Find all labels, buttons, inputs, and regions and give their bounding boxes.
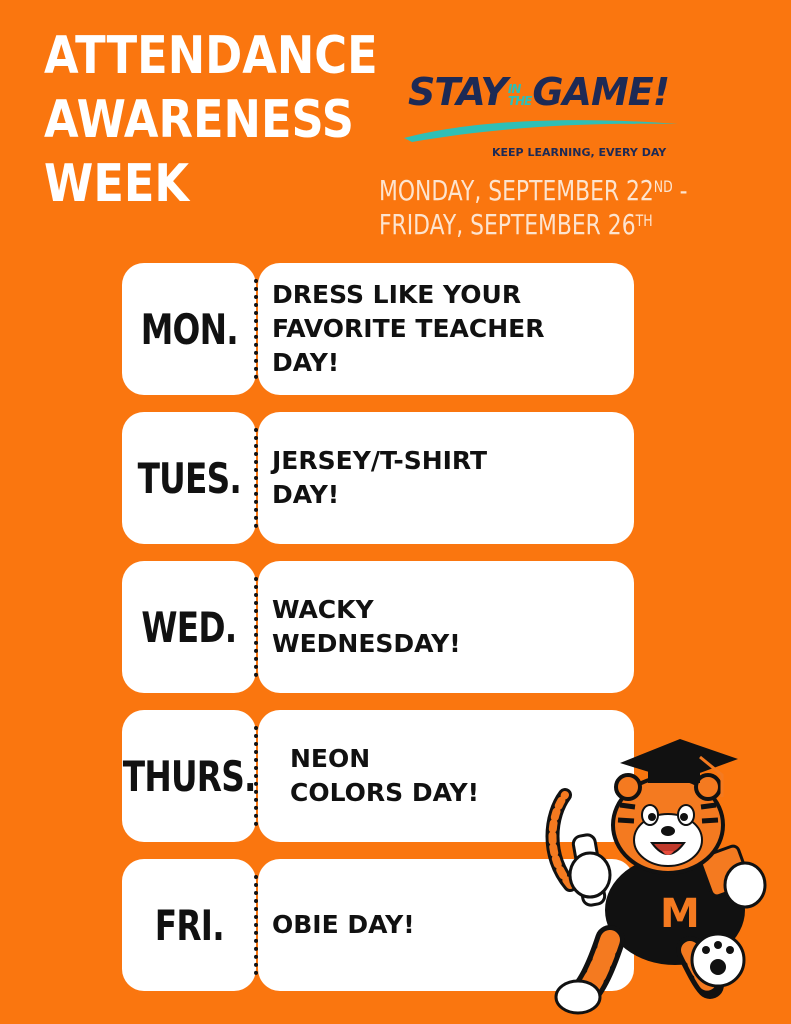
- activity-box: [258, 263, 634, 395]
- date-start-text: MONDAY, SEPTEMBER 22: [379, 174, 654, 207]
- dotted-divider: [254, 875, 264, 975]
- day-box: [122, 859, 256, 991]
- schedule-row-tuesday: [122, 412, 634, 544]
- title-line-1: ATTENDANCE: [44, 26, 378, 86]
- date-end: [379, 208, 688, 242]
- schedule-row-wednesday: [122, 561, 634, 693]
- day-label: WED.: [141, 602, 237, 652]
- logo-word-game: GAME!: [532, 70, 670, 114]
- activity-text: JERSEY/T-SHIRT DAY!: [272, 446, 488, 509]
- logo-wordmark: [408, 70, 669, 114]
- activity-text: NEON COLORS DAY!: [290, 744, 480, 807]
- dotted-divider: [254, 577, 264, 677]
- schedule-row-monday: [122, 263, 634, 395]
- activity-text: DRESS LIKE YOUR FAVORITE TEACHER DAY!: [272, 280, 545, 377]
- logo-swoosh-icon: [402, 114, 682, 144]
- activity-box: [258, 412, 634, 544]
- activity-text: OBIE DAY!: [272, 910, 415, 939]
- activity-text: WACKY WEDNESDAY!: [272, 595, 461, 658]
- logo-word-stay: STAY: [408, 70, 507, 114]
- date-end-text: FRIDAY, SEPTEMBER 26: [379, 208, 636, 241]
- logo-mini-the: THE: [507, 93, 532, 108]
- date-end-suffix: TH: [635, 211, 653, 230]
- logo-tagline: KEEP LEARNING, EVERY DAY: [492, 146, 667, 159]
- mascot-shirt-letter: M: [660, 891, 700, 937]
- logo-mini-in: IN: [507, 81, 521, 96]
- date-start: [379, 174, 688, 208]
- logo-mini-words: [508, 83, 531, 107]
- day-label: FRI.: [154, 900, 224, 950]
- day-box: [122, 710, 256, 842]
- stay-in-the-game-logo: [402, 66, 682, 166]
- day-box: [122, 561, 256, 693]
- day-box: [122, 412, 256, 544]
- day-label: TUES.: [137, 453, 241, 503]
- title-line-3: WEEK: [44, 154, 190, 214]
- event-dates: [379, 174, 688, 242]
- dotted-divider: [254, 428, 264, 528]
- date-dash: -: [672, 174, 688, 207]
- day-label: MON.: [140, 304, 238, 354]
- title-line-2: AWARENESS: [44, 90, 354, 150]
- activity-box: [258, 561, 634, 693]
- date-start-suffix: ND: [653, 177, 673, 196]
- tiger-graduate-mascot-icon: [540, 735, 790, 1015]
- event-title: [44, 24, 378, 216]
- dotted-divider: [254, 726, 264, 826]
- day-label: THURS.: [122, 751, 256, 801]
- dotted-divider: [254, 279, 264, 379]
- day-box: [122, 263, 256, 395]
